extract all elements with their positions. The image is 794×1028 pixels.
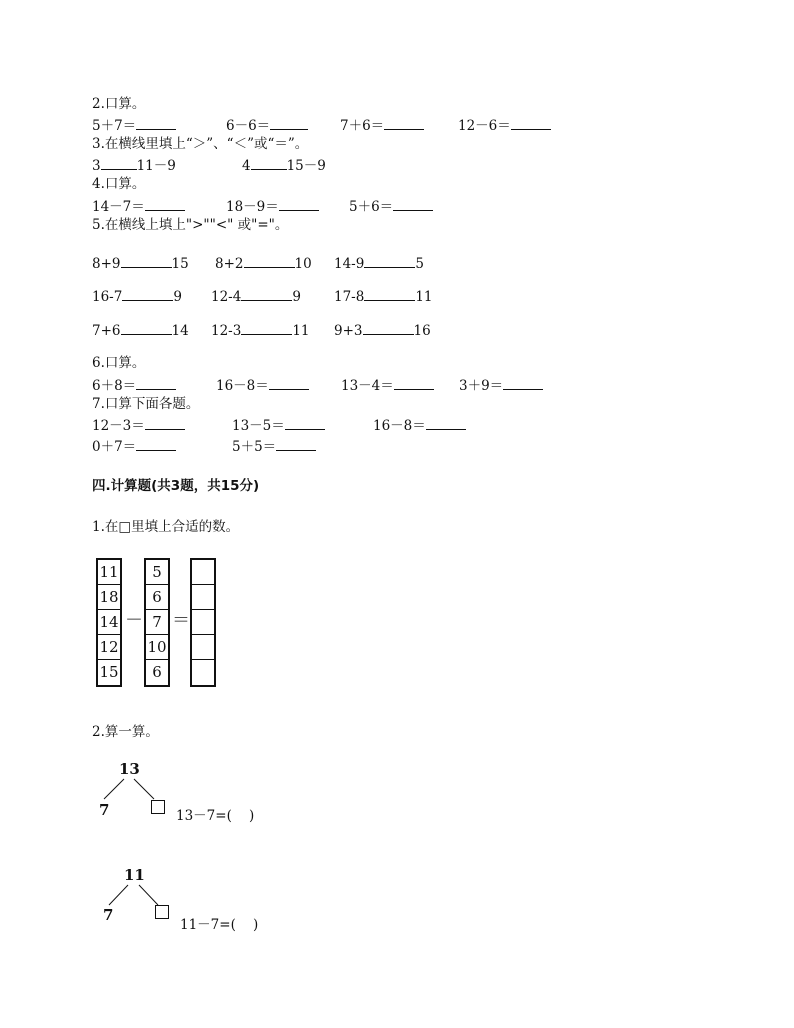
q5-item: 8+2 10 <box>215 256 312 272</box>
q2-item: 7＋6＝ <box>340 116 424 134</box>
number-cell: 6 <box>146 585 168 610</box>
number-cell: 6 <box>152 663 162 681</box>
q5-item: 14-9 5 <box>334 256 424 272</box>
q2-item: 6－6＝ <box>226 116 308 134</box>
tree-branch-left <box>109 885 128 905</box>
q7-item: 16－8＝ <box>373 416 466 434</box>
q7-item: 0＋7＝ <box>92 437 176 455</box>
number-cell: 12 <box>98 635 120 660</box>
q5-item: 12-3 11 <box>211 323 310 339</box>
q6-item: 16－8＝ <box>216 376 309 394</box>
tree-equation: 11－7=( ) <box>180 917 259 933</box>
q7-item: 5＋5＝ <box>232 437 316 455</box>
q2-title: 2.口算。 <box>92 96 146 112</box>
number-cell: 7 <box>146 610 168 635</box>
tree-answer-box[interactable] <box>155 905 169 919</box>
q4-title: 4.口算。 <box>92 176 146 192</box>
q3-item: 3 11－9 <box>92 158 176 174</box>
tree-left-number: 7 <box>99 801 110 819</box>
section-heading: 四.计算题(共3题，共15分) <box>92 478 260 494</box>
q7-title: 7.口算下面各题。 <box>92 396 200 412</box>
number-cell: 14 <box>98 610 120 635</box>
tree-branch-right <box>134 779 154 799</box>
q5-item: 8+9 15 <box>92 256 189 272</box>
q5-item: 17-8 11 <box>334 289 433 305</box>
problem-1-title: 1.在□里填上合适的数。 <box>92 519 240 535</box>
tree-top-number: 11 <box>124 866 145 884</box>
q7-item: 12－3＝ <box>92 416 185 434</box>
q4-item: 18－9＝ <box>226 197 319 215</box>
number-cell: 18 <box>98 585 120 610</box>
q7-item: 13－5＝ <box>232 416 325 434</box>
q2-item: 12－6＝ <box>458 116 551 134</box>
tree-left-number: 7 <box>103 906 114 924</box>
minus-sign: － <box>125 610 143 631</box>
q3-item: 4 15－9 <box>242 158 326 174</box>
q5-item: 7+6 14 <box>92 323 189 339</box>
tree-branch-left <box>104 779 124 799</box>
q5-item: 9+3 16 <box>334 323 431 339</box>
q6-item: 13－4＝ <box>341 376 434 394</box>
number-cell: 5 <box>146 560 168 585</box>
q6-item: 6＋8＝ <box>92 376 176 394</box>
number-cell: 11 <box>98 560 120 585</box>
problem-2-title: 2.算一算。 <box>92 724 159 740</box>
q5-item: 12-4 9 <box>211 289 301 305</box>
q5-item: 16-7 9 <box>92 289 182 305</box>
q6-item: 3＋9＝ <box>459 376 543 394</box>
number-cell: 10 <box>146 635 168 660</box>
q6-title: 6.口算。 <box>92 355 146 371</box>
q5-title: 5.在横线上填上">""<" 或"="。 <box>92 217 289 233</box>
tree-answer-box[interactable] <box>151 800 165 814</box>
number-cell: 15 <box>99 663 119 681</box>
q2-item: 5＋7＝ <box>92 116 176 134</box>
equals-sign: ＝ <box>172 610 190 631</box>
tree-top-number: 13 <box>119 760 140 778</box>
q4-item: 5＋6＝ <box>349 197 433 215</box>
tree-branch-right <box>139 885 158 905</box>
q3-title: 3.在横线里填上“＞”、“＜”或“＝”。 <box>92 136 309 152</box>
tree-equation: 13－7=( ) <box>176 808 255 824</box>
q4-item: 14－7＝ <box>92 197 185 215</box>
